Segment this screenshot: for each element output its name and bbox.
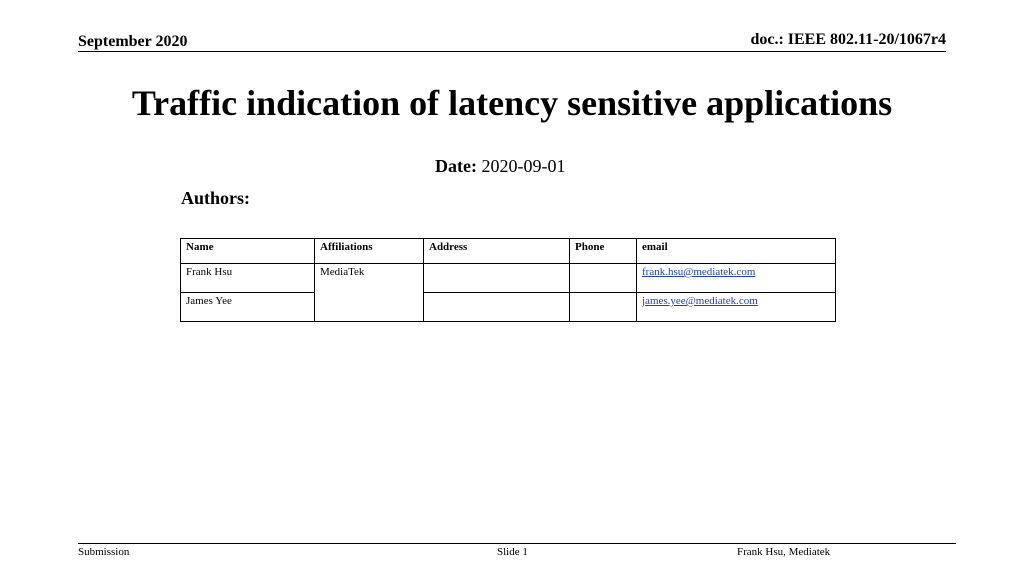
author-phone	[570, 293, 637, 322]
author-email-link[interactable]: james.yee@mediatek.com	[642, 295, 758, 307]
author-email-cell	[637, 293, 836, 322]
date-value: 2020-09-01	[481, 156, 566, 176]
header-doc-id: doc.: IEEE 802.11-20/1067r4	[750, 31, 946, 48]
header-divider	[78, 51, 946, 52]
header-date: September 2020	[78, 33, 188, 50]
footer-submission: Submission	[78, 546, 130, 558]
table-header-row	[181, 239, 836, 264]
author-address	[424, 264, 570, 293]
authors-table	[180, 238, 836, 322]
header-email: email	[637, 239, 836, 264]
footer-slide-number: Slide 1	[497, 546, 528, 558]
header-affiliations: Affiliations	[315, 239, 424, 264]
footer-author: Frank Hsu, Mediatek	[737, 546, 831, 558]
author-email-link[interactable]: frank.hsu@mediatek.com	[642, 266, 756, 278]
header-address: Address	[424, 239, 570, 264]
slide-title: Traffic indication of latency sensitive applications	[131, 83, 893, 123]
date-label: Date:	[435, 156, 477, 176]
authors-label: Authors:	[181, 188, 251, 208]
author-email-cell	[637, 264, 836, 293]
table-row	[181, 293, 836, 322]
footer-divider	[78, 543, 956, 544]
author-name: James Yee	[181, 293, 315, 322]
author-affiliation: MediaTek	[315, 264, 424, 322]
date-line	[435, 156, 565, 177]
table-row	[181, 264, 836, 293]
header-phone: Phone	[570, 239, 637, 264]
author-phone	[570, 264, 637, 293]
header-name: Name	[181, 239, 315, 264]
author-address	[424, 293, 570, 322]
author-name: Frank Hsu	[181, 264, 315, 293]
